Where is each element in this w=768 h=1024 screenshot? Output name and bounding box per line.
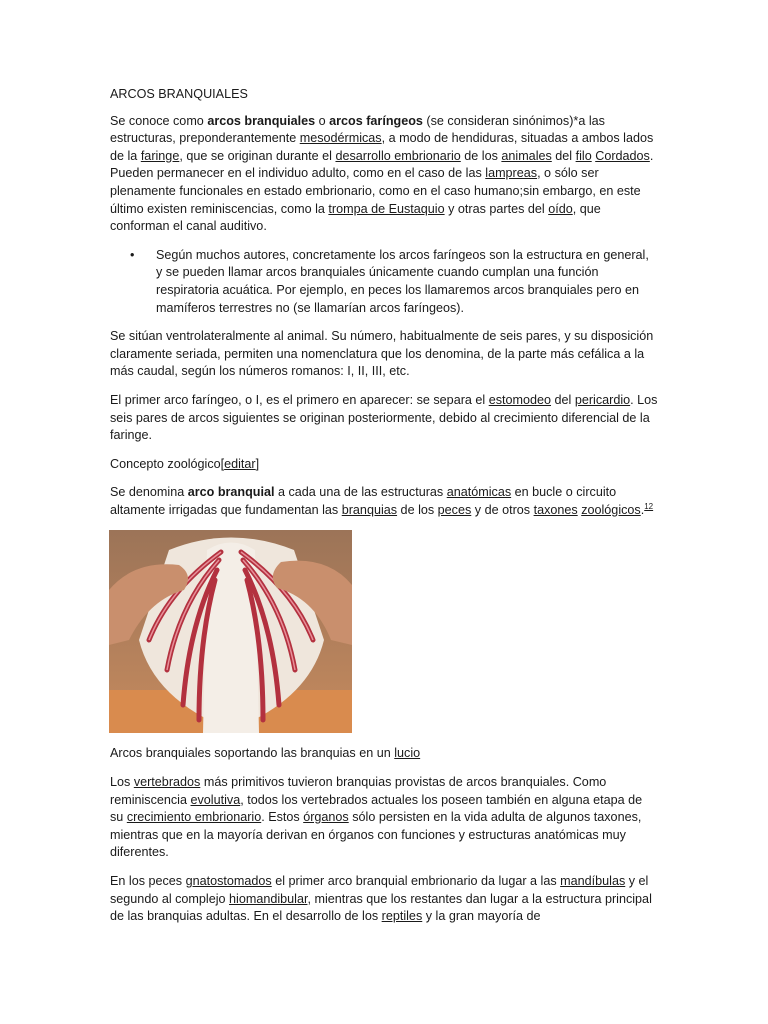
list-item: • Según muchos autores, concretamente los arcos faríngeos son la estructura en general, y se pueden llamar arcos branquiales únicamente cuando cumplan una función respiratoria acuática. Por ejemplo, en peces los llamaremos arcos branquiales pero en mamíferos terrestres no (se llamarían arcos faríngeos). xyxy=(110,247,658,317)
text: , a modo de hendiduras, situadas a ambos lados de la xyxy=(110,131,654,163)
text: ] xyxy=(255,456,260,471)
text: del xyxy=(551,148,576,163)
text: y el segundo al complejo xyxy=(110,874,649,906)
text: , o sólo ser plenamente funcionales en estado embrionario, como en el caso humano;sin embargo, en este último existen reminiscencias, como la xyxy=(110,166,641,216)
section-heading xyxy=(110,456,658,474)
link-lampreas[interactable]: lampreas xyxy=(485,166,538,181)
text: y de otros xyxy=(471,502,534,517)
link-animales[interactable]: animales xyxy=(501,148,552,163)
link-vertebrados[interactable]: vertebrados xyxy=(133,775,201,790)
text: , que se originan durante el xyxy=(179,148,336,163)
text: . xyxy=(640,502,645,517)
link-mandibulas[interactable]: mandíbulas xyxy=(560,874,626,889)
link-lucio[interactable]: lucio xyxy=(394,746,421,761)
text: Arcos branquiales soportando las branquias en un xyxy=(110,746,395,761)
link-trompa-de-eustaquio[interactable]: trompa de Eustaquio xyxy=(328,201,445,216)
link-crecimiento-embrionario[interactable]: crecimiento embrionario xyxy=(126,810,262,825)
link-peces[interactable]: peces xyxy=(437,502,472,517)
text: en bucle o circuito altamente irrigadas que fundamentan las xyxy=(110,485,617,517)
text: y la gran mayoría de xyxy=(422,909,541,924)
text: . Estos xyxy=(261,810,304,825)
figure-caption xyxy=(110,745,658,763)
text: , mientras que los restantes dan lugar a la estructura principal de las branquias adultas. En el desarrollo de los xyxy=(110,891,652,924)
footnote-link[interactable]: 12 xyxy=(644,501,654,511)
link-taxones[interactable]: taxones xyxy=(533,502,578,517)
text: En los peces xyxy=(110,874,186,889)
text: sólo persisten en la vida adulta de algunos taxones, mientras que en la mayoría derivan en órganos con funciones y estructuras anatómicas muy diferentes. xyxy=(110,810,642,860)
link-desarrollo-embrionario[interactable]: desarrollo embrionario xyxy=(335,148,461,163)
link-zoologicos[interactable]: zoológicos xyxy=(581,502,641,517)
bold-term: arco branquial xyxy=(187,485,275,500)
link-faringe[interactable]: faringe xyxy=(140,148,180,163)
link-organos[interactable]: órganos xyxy=(303,810,349,825)
link-branquias[interactable]: branquias xyxy=(341,502,398,517)
text: o xyxy=(315,113,330,128)
link-estomodeo[interactable]: estomodeo xyxy=(488,392,552,407)
text: más primitivos tuvieron branquias provistas de arcos branquiales. Como reminiscencia xyxy=(110,775,607,807)
intro-paragraph xyxy=(110,113,658,236)
text: , que conforman el canal auditivo. xyxy=(110,201,601,234)
text: de los xyxy=(397,502,438,517)
text: Se denomina xyxy=(110,485,188,500)
link-pericardio[interactable]: pericardio xyxy=(574,392,631,407)
text: . Pueden permanecer en el individuo adulto, como en el caso de las xyxy=(110,148,654,181)
position-paragraph: Se sitúan ventrolateralmente al animal. Su número, habitualmente de seis pares, y su disposición claramente seriada, permiten una nomenclatura que los denomina, de la parte más cefálica a la más caudal, según los números romanos: I, II, III, etc. xyxy=(110,329,654,379)
first-arch-paragraph xyxy=(110,392,658,445)
text: . Los seis pares de arcos siguientes se originan posteriormente, debido al crecimiento diferencial de la faringe. xyxy=(110,392,658,443)
link-filo[interactable]: filo xyxy=(575,148,592,163)
text: y otras partes del xyxy=(444,201,549,216)
link-cordados[interactable]: Cordados xyxy=(595,148,650,163)
gill-arches-photo xyxy=(109,530,352,733)
edit-link[interactable]: editar xyxy=(224,456,256,471)
section-label: Concepto zoológico[ xyxy=(110,456,225,471)
definition-paragraph xyxy=(110,484,658,519)
text: de los xyxy=(460,148,502,163)
bold-term: arcos branquiales xyxy=(207,113,316,128)
text: , todos los vertebrados actuales los poseen también en alguna etapa de su xyxy=(110,792,643,825)
text: Se conoce como xyxy=(110,113,208,128)
bold-term: arcos faríngeos xyxy=(329,113,423,128)
text: El primer arco faríngeo, o I, es el primero en aparecer: se separa el xyxy=(110,392,489,407)
gnathostomes-paragraph xyxy=(110,873,658,926)
text: a cada una de las estructuras xyxy=(274,485,447,500)
link-evolutiva[interactable]: evolutiva xyxy=(190,792,241,807)
document-page xyxy=(110,86,658,937)
vertebrates-paragraph xyxy=(110,774,658,862)
link-oido[interactable]: oído xyxy=(548,201,573,216)
link-anatomicas[interactable]: anatómicas xyxy=(446,485,512,500)
link-mesodermicas[interactable]: mesodérmicas xyxy=(299,131,382,146)
link-gnatostomados[interactable]: gnatostomados xyxy=(185,874,272,889)
text: Los xyxy=(110,775,134,790)
bullet-list xyxy=(110,247,658,317)
text: el primer arco branquial embrionario da lugar a las xyxy=(271,874,561,889)
text: (se consideran sinónimos)*a las estructuras, preponderantemente xyxy=(110,113,605,146)
link-reptiles[interactable]: reptiles xyxy=(381,909,423,924)
link-hiomandibular[interactable]: hiomandibular xyxy=(229,891,308,906)
text: del xyxy=(551,392,575,407)
page-title: ARCOS BRANQUIALES xyxy=(110,87,248,101)
